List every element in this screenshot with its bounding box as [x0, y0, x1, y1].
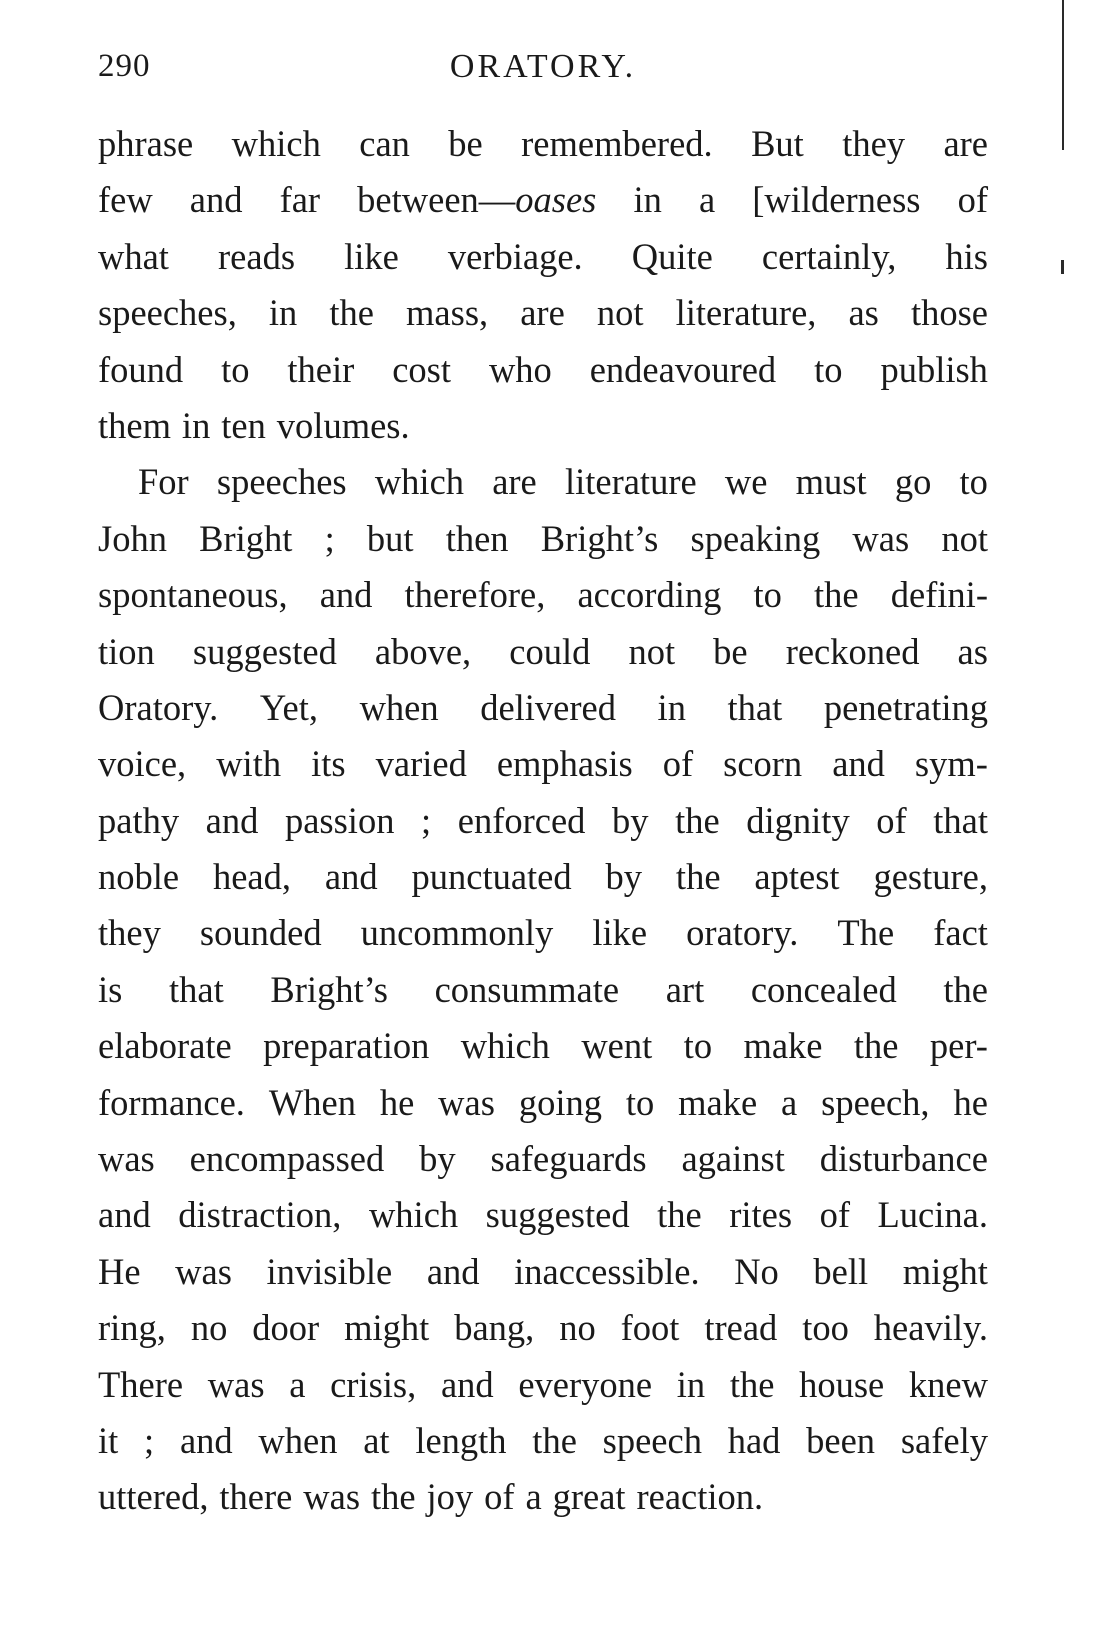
word: their [287, 348, 355, 390]
word: be [713, 630, 748, 672]
running-head: ORATORY. [449, 48, 637, 85]
word: Bright’s [540, 517, 659, 559]
text-line [98, 1469, 988, 1525]
word: as [848, 292, 879, 334]
word: disturbance [819, 1138, 988, 1180]
word: uncommonly [360, 912, 554, 954]
word: the [675, 799, 720, 841]
word: not [628, 630, 676, 672]
word: volumes. [276, 404, 410, 446]
text-line [98, 1131, 988, 1187]
word: and [319, 574, 373, 616]
word: in [657, 686, 686, 728]
word: what [98, 235, 169, 277]
word: we [724, 461, 768, 503]
word: foot [620, 1307, 680, 1349]
word: ring, [98, 1307, 166, 1349]
word: far [279, 179, 321, 221]
word: consummate [434, 968, 620, 1010]
word: they [98, 912, 161, 954]
word: by [605, 856, 643, 898]
word: cost [392, 348, 452, 390]
word: which [374, 461, 465, 503]
word: Quite [631, 235, 713, 277]
word: no [559, 1307, 596, 1349]
word: knew [908, 1363, 988, 1405]
word: that [933, 799, 988, 841]
italic-word: oases [515, 179, 597, 221]
body-text [98, 116, 988, 1526]
word: not [941, 517, 988, 559]
paragraph-1 [98, 116, 988, 454]
word: pathy [98, 799, 180, 841]
word: that [727, 686, 783, 728]
word: [wilderness [752, 179, 921, 221]
word: like [592, 912, 648, 954]
word: few [98, 179, 153, 221]
word: He [98, 1250, 141, 1292]
word: in [268, 292, 298, 334]
word: length [415, 1419, 507, 1461]
word: who [488, 348, 552, 390]
word: per- [929, 1025, 988, 1067]
word: that [168, 968, 224, 1010]
text-line [98, 962, 988, 1018]
word: and [205, 799, 259, 841]
word: invisible [266, 1250, 393, 1292]
word: which [231, 123, 321, 164]
word: But [751, 123, 804, 164]
word: varied [375, 743, 467, 785]
word: went [581, 1025, 653, 1067]
word: speech, [821, 1081, 930, 1123]
word: and [426, 1250, 480, 1292]
word: bang, [454, 1307, 535, 1349]
word: safeguards [490, 1138, 647, 1180]
word: For [138, 461, 189, 503]
word: bell [813, 1250, 869, 1292]
word: found [98, 348, 184, 390]
word: and [440, 1363, 494, 1405]
word: to [753, 574, 782, 616]
word: everyone [518, 1363, 653, 1405]
word: of [662, 743, 694, 785]
word: the [371, 1476, 416, 1518]
word: against [681, 1138, 785, 1180]
word: voice, [98, 743, 187, 785]
word: ; [324, 517, 335, 559]
word: scorn [723, 743, 803, 785]
word: door [252, 1307, 320, 1349]
word: Oratory. [98, 686, 219, 728]
word: no [190, 1307, 228, 1349]
word: safely [900, 1419, 988, 1461]
word: which [368, 1194, 459, 1236]
word: to [221, 348, 250, 390]
word: when [258, 1419, 338, 1461]
word: Lucina. [877, 1194, 988, 1236]
word: gesture, [873, 856, 988, 898]
word: punctuated [411, 856, 572, 898]
word: Bright [199, 517, 293, 559]
word: of [876, 799, 907, 841]
word: certainly, [761, 235, 897, 277]
word: reads [218, 235, 296, 277]
word: There [98, 1363, 184, 1405]
word: was [207, 1363, 265, 1405]
word: might [344, 1307, 430, 1349]
scan-edge-mark [1061, 260, 1064, 274]
word: are [492, 461, 537, 503]
word: the [657, 1194, 702, 1236]
word: was [175, 1250, 232, 1292]
word: to [625, 1081, 655, 1123]
word: the [943, 968, 988, 1010]
word: spontaneous, [98, 574, 288, 616]
word: speaking [690, 517, 821, 559]
word: and [98, 1194, 151, 1236]
word: are [520, 292, 565, 334]
text-line [98, 1413, 988, 1469]
word: those [910, 292, 988, 334]
text-line [98, 680, 988, 736]
word: fact [933, 912, 988, 954]
text-line [98, 624, 988, 680]
word: sym- [914, 743, 988, 785]
word: but [366, 517, 414, 559]
word: defini- [890, 574, 988, 616]
word: its [311, 743, 346, 785]
word: literature, [675, 292, 817, 334]
word: to [814, 348, 843, 390]
word: ten [221, 404, 266, 446]
word: they [842, 123, 906, 164]
word: as [957, 630, 988, 672]
word: a [781, 1081, 798, 1123]
word: had [727, 1419, 781, 1461]
text-line [98, 229, 988, 285]
scan-edge-line [1062, 0, 1064, 150]
text-line [98, 736, 988, 792]
text-line [98, 1075, 988, 1131]
word: head, [212, 856, 292, 898]
word: tion [98, 630, 155, 672]
text-line [98, 172, 988, 228]
word: a [698, 179, 716, 221]
word: and [324, 856, 378, 898]
word: No [734, 1250, 779, 1292]
word: joy [426, 1476, 474, 1518]
word: according [577, 574, 722, 616]
word: must [795, 461, 867, 503]
word: the [532, 1419, 577, 1461]
text-line [98, 454, 988, 510]
word: preparation [263, 1025, 430, 1067]
word: mass, [406, 292, 489, 334]
word: house [799, 1363, 885, 1405]
word: can [359, 123, 410, 164]
word: tread [704, 1307, 778, 1349]
word: reckoned [785, 630, 920, 672]
word: a [525, 1476, 542, 1518]
word: enforced [457, 799, 586, 841]
word: therefore, [404, 574, 546, 616]
word: endeavoured [589, 348, 777, 390]
word: was [852, 517, 910, 559]
word: at [363, 1419, 390, 1461]
word: a [289, 1363, 306, 1405]
word: in [676, 1363, 706, 1405]
word: passion [284, 799, 395, 841]
word: was [303, 1476, 361, 1518]
word: literature [564, 461, 697, 503]
word: by [419, 1138, 456, 1180]
word: he [379, 1081, 415, 1123]
word: John [98, 517, 167, 559]
word: then [445, 517, 509, 559]
word: and [832, 743, 885, 785]
word: sounded [199, 912, 322, 954]
word: publish [880, 348, 988, 390]
text-line [98, 1357, 988, 1413]
text-line [98, 1244, 988, 1300]
word: remembered. [521, 123, 713, 164]
word: phrase [98, 123, 194, 164]
word: dignity [746, 799, 850, 841]
word: suggested [192, 630, 337, 672]
word: the [729, 1363, 775, 1405]
word: between—oases [357, 179, 597, 221]
word: in [181, 404, 211, 446]
text-line [98, 285, 988, 341]
word: inaccessible. [514, 1250, 700, 1292]
word: was [438, 1081, 495, 1123]
word: The [837, 912, 895, 954]
word: speech [602, 1419, 702, 1461]
word: encompassed [189, 1138, 385, 1180]
word: is [98, 968, 123, 1010]
word: art [665, 968, 705, 1010]
word: oratory. [686, 912, 799, 954]
word: aptest [754, 856, 840, 898]
text-line [98, 905, 988, 961]
word: Bright’s [270, 968, 388, 1010]
word: which [460, 1025, 550, 1067]
word: not [596, 292, 644, 334]
word: delivered [480, 686, 616, 728]
text-line [98, 1300, 988, 1356]
word: verbiage. [447, 235, 583, 277]
word: noble [98, 856, 180, 898]
word: be [448, 123, 483, 164]
word: his [945, 235, 988, 277]
page-header [98, 48, 988, 94]
word: heavily. [873, 1307, 988, 1349]
word: concealed [750, 968, 897, 1010]
word: go [894, 461, 932, 503]
word: penetrating [823, 686, 988, 728]
text-line [98, 1187, 988, 1243]
word: there [219, 1476, 293, 1518]
word: too [802, 1307, 849, 1349]
text-line [98, 567, 988, 623]
word: of [819, 1194, 850, 1236]
word: going [518, 1081, 602, 1123]
word: uttered, [98, 1476, 209, 1518]
word: to [959, 461, 988, 503]
word: reaction. [636, 1476, 764, 1518]
word: them [98, 404, 171, 446]
word: and [179, 1419, 233, 1461]
word: was [98, 1138, 155, 1180]
word: it [98, 1419, 119, 1461]
word: the [329, 292, 374, 334]
word: make [743, 1025, 823, 1067]
word: with [216, 743, 282, 785]
word: speeches [216, 461, 347, 503]
text-line [98, 116, 988, 172]
word: formance. [98, 1081, 245, 1123]
word: might [902, 1250, 988, 1292]
text-line [98, 342, 988, 398]
word: could [509, 630, 591, 672]
word: great [552, 1476, 626, 1518]
word: ; [421, 799, 432, 841]
word: the [675, 856, 721, 898]
word: ; [144, 1419, 155, 1461]
word: When [268, 1081, 356, 1123]
word: to [683, 1025, 713, 1067]
word: in [633, 179, 662, 221]
text-line [98, 849, 988, 905]
word: elaborate [98, 1025, 232, 1067]
word: the [853, 1025, 899, 1067]
word: rites [729, 1194, 793, 1236]
word: speeches, [98, 292, 237, 334]
word: when [359, 686, 439, 728]
word: crisis, [330, 1363, 417, 1405]
word: been [806, 1419, 876, 1461]
word: and [189, 179, 243, 221]
page-number: 290 [98, 48, 151, 84]
word: suggested [485, 1194, 630, 1236]
word: of [957, 179, 988, 221]
text-line [98, 793, 988, 849]
paragraph-2 [98, 454, 988, 1525]
word: emphasis [496, 743, 633, 785]
word: he [953, 1081, 988, 1123]
word: above, [374, 630, 472, 672]
word: distraction, [178, 1194, 342, 1236]
word: are [943, 123, 988, 164]
text-line [98, 1018, 988, 1074]
text-line [98, 398, 988, 454]
word: the [813, 574, 859, 616]
word: of [484, 1476, 515, 1518]
word: by [612, 799, 649, 841]
word: make [678, 1081, 758, 1123]
word: Yet, [259, 686, 318, 728]
text-line [98, 511, 988, 567]
word: like [344, 235, 399, 277]
